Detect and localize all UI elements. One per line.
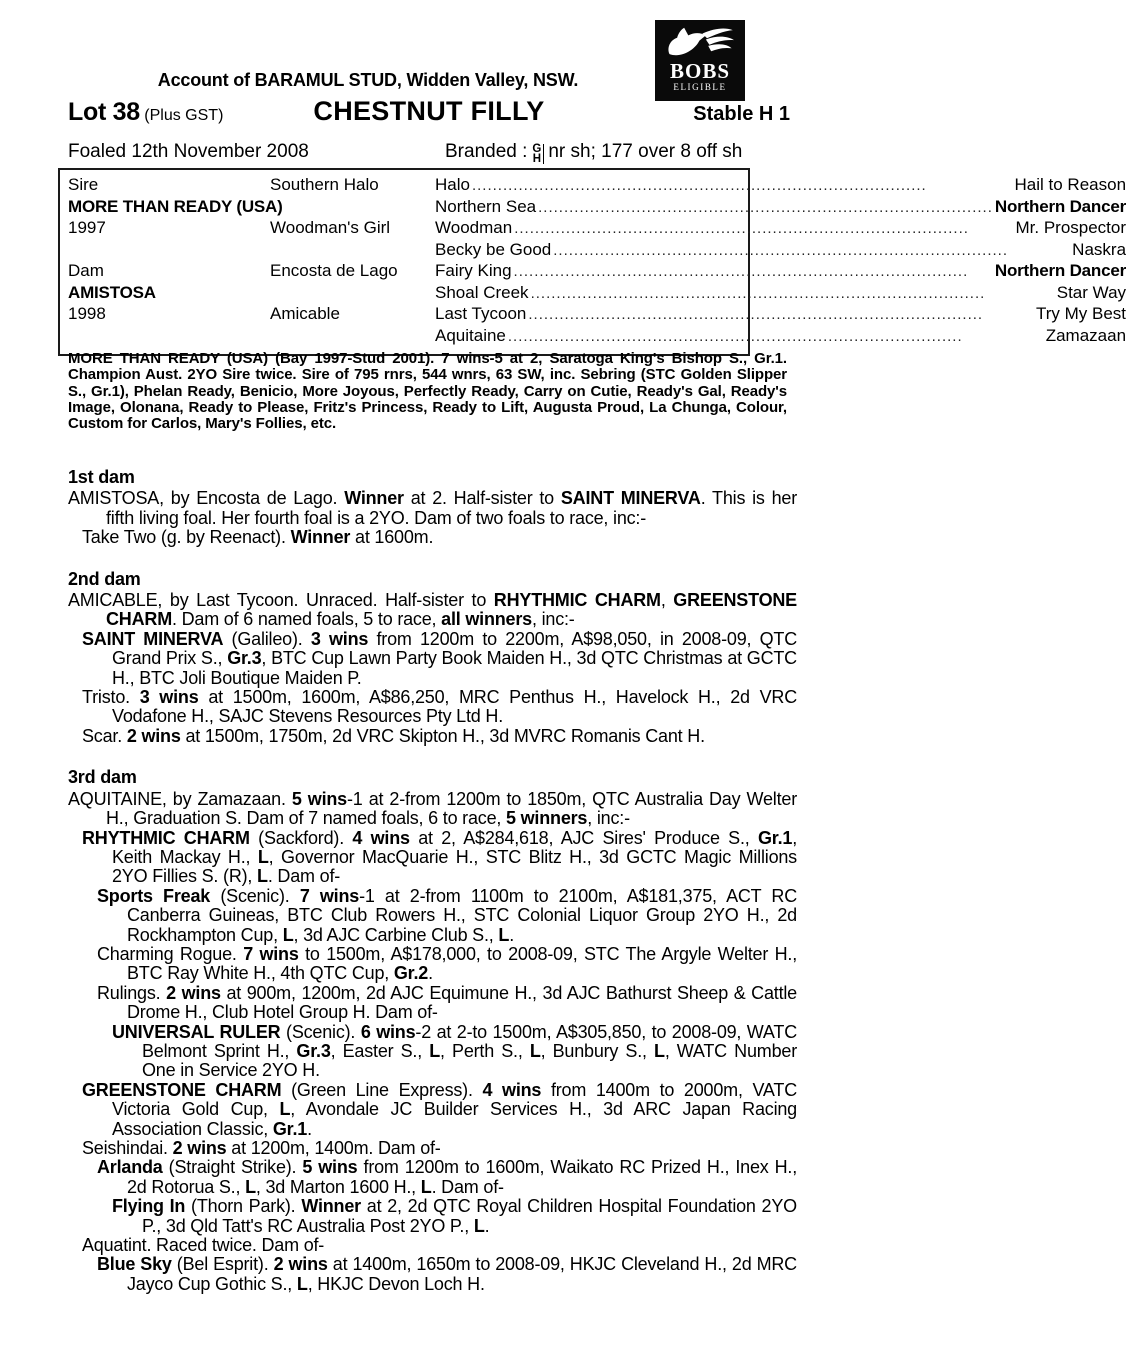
pedigree-leader-dots <box>553 240 1070 262</box>
pedigree-gen2-cell <box>270 283 435 305</box>
horse-head-icon <box>664 26 736 60</box>
pedigree-paragraph: Take Two (g. by Reenact). Winner at 1600m. <box>82 527 434 548</box>
pedigree-ancestor-name: Halo <box>435 175 470 194</box>
pedigree-leader-dots <box>472 175 1013 197</box>
pedigree-gen2-cell <box>270 197 435 219</box>
pedigree-paragraph: Scar. 2 wins at 1500m, 1750m, 2d VRC Skipton H., 3d MVRC Romanis Cant H. <box>82 725 705 746</box>
pedigree-paragraph: SAINT MINERVA (Galileo). 3 wins from 1200m to 2200m, A$98,050, in 2008-09, QTC Grand Prix S., Gr.3, BTC Cup Lawn Party Book Maiden H., 3d QTC Christmas at GCTC H., BTC Joli Boutique Maiden P. <box>82 628 798 688</box>
sire-summary: MORE THAN READY (USA) (Bay 1997-Stud 2001). 7 wins-5 at 2, Saratoga King's Bishop S., Gr.1. Champion Aust. 2YO Sire twice. Sire of 795 rnrs, 544 wnrs, 63 SW, inc. Sebring (STC Golden Slipper S., Gr.1), Phelan Ready, Benicio, More Joyous, Perfectly Ready, Carry on Cutie, Ready's Gal, Ready's Image, Olonana, Ready to Please, Fritz's Princess, Ready to Lift, Augusta Proud, La Chunga, Colour, Custom for Carlos, Mary's Follies, etc. <box>68 350 787 433</box>
pedigree-ancestor-name: Woodman <box>435 218 513 237</box>
pedigree-gen1-cell: 1997 <box>68 218 106 237</box>
pedigree-gen2-cell: Southern Halo <box>270 175 379 194</box>
pedigree-paragraph: Rulings. 2 wins at 900m, 1200m, 2d AJC Equimune H., 3d AJC Bathurst Sheep & Cattle Drome H., Club Hotel Group H. Dam of- <box>97 982 797 1023</box>
dam-sections <box>68 468 797 1294</box>
pedigree-gen1-cell <box>68 326 270 348</box>
pedigree-paragraph: Aquatint. Raced twice. Dam of- <box>82 1235 325 1256</box>
pedigree-ancestor-name: Northern Sea <box>435 196 537 216</box>
pedigree-gen1-cell: Dam <box>68 261 104 280</box>
pedigree-gen3-row <box>435 240 1126 262</box>
dam-section-heading: 3rd dam <box>68 767 137 788</box>
pedigree-gen3-row <box>435 283 1126 305</box>
pedigree-leader-dots <box>538 197 993 219</box>
bobs-logo-subtitle: ELIGIBLE <box>673 82 727 92</box>
brand-mark <box>532 144 544 164</box>
pedigree-paragraph: Seishindai. 2 wins at 1200m, 1400m. Dam of- <box>82 1138 441 1158</box>
pedigree-leader-dots <box>531 283 1055 305</box>
pedigree-ancestor-name: Shoal Creek <box>435 282 529 302</box>
stable-label: Stable H 1 <box>693 103 790 125</box>
pedigree-leader-dots <box>514 218 1013 240</box>
pedigree-ancestor-name: Last Tycoon <box>435 304 527 323</box>
dam-section-1 <box>68 468 797 548</box>
pedigree-paragraph: Arlanda (Straight Strike). 5 wins from 1200m to 1600m, Waikato RC Prized H., Inex H., 2d Rotorua S., L, 3d Marton 1600 H., L. Dam of- <box>97 1157 798 1197</box>
pedigree-gen2-cell <box>270 240 435 262</box>
pedigree-paragraph: RHYTHMIC CHARM (Sackford). 4 wins at 2, A$284,618, AJC Sires' Produce S., Gr.1, Keith Mackay H., L, Governor MacQuarie H., STC Blitz H., 3d GCTC Magic Millions 2YO Fillies S. (R), L. Dam of- <box>82 827 797 887</box>
pedigree-ancestor-name: Star Way <box>1056 282 1126 302</box>
pedigree-ancestor-name: Aquitaine <box>435 325 506 345</box>
pedigree-gen1-cell: Sire <box>68 175 99 194</box>
pedigree-gen2-cell <box>270 326 435 348</box>
branded-prefix: Branded : <box>445 141 528 162</box>
bobs-logo-title: BOBS <box>669 59 731 83</box>
foaled-date: Foaled 12th November 2008 <box>68 141 309 162</box>
pedigree-ancestor-name: Mr. Prospector <box>1015 218 1126 237</box>
pedigree-gen3-row <box>435 261 1126 283</box>
brand-mark-bottom: H <box>532 153 542 165</box>
pedigree-paragraph: Blue Sky (Bel Esprit). 2 wins at 1400m, 1650m to 2008-09, HKJC Cleveland H., 2d MRC Jayco Cup Gothic S., L, HKJC Devon Loch H. <box>97 1254 797 1294</box>
lot-label: Lot 38 <box>68 98 140 126</box>
pedigree-ancestor-name: Northern Dancer <box>994 261 1126 280</box>
pedigree-gen2-cell: Encosta de Lago <box>270 261 398 280</box>
pedigree-paragraph: Tristo. 3 wins at 1500m, 1600m, A$86,250, MRC Penthus H., Havelock H., 2d VRC Vodafone H., SAJC Stevens Resources Pty Ltd H. <box>82 687 797 727</box>
pedigree-gen2-cell: Woodman's Girl <box>270 218 391 237</box>
pedigree-paragraph: AQUITAINE, by Zamazaan. 5 wins-1 at 2-from 1200m to 1850m, QTC Australia Day Welter H., Graduation S. Dam of 7 named foals, 6 to race, 5 winners, inc:- <box>68 788 797 829</box>
pedigree-ancestor-name: Zamazaan <box>1045 325 1126 345</box>
branded-info <box>445 141 742 163</box>
pedigree-paragraph: GREENSTONE CHARM (Green Line Express). 4 wins from 1400m to 2000m, VATC Victoria Gold Cup, L, Avondale JC Builder Services H., 3d ARC Japan Racing Association Classic, Gr.1. <box>82 1079 797 1139</box>
pedigree-gen1-cell <box>68 240 270 262</box>
lot-line <box>68 95 790 131</box>
pedigree-ancestor-name: Becky be Good <box>435 239 552 259</box>
pedigree-paragraph: AMISTOSA, by Encosta de Lago. Winner at 2. Half-sister to SAINT MINERVA. This is her fifth living foal. Her fourth foal is a 2YO. Dam of two foals to race, inc:- <box>68 488 798 528</box>
pedigree-ancestor-name: Hail to Reason <box>1014 175 1126 194</box>
brand-mark-top: G <box>532 143 542 155</box>
foaled-line <box>68 131 790 167</box>
pedigree-gen1-cell: MORE THAN READY (USA) <box>68 196 283 216</box>
pedigree-ancestor-name: Naskra <box>1072 239 1126 259</box>
pedigree-gen3-row <box>435 304 1126 326</box>
pedigree-gen3-row <box>435 197 1126 219</box>
pedigree-paragraph: UNIVERSAL RULER (Scenic). 6 wins-2 at 2-to 1500m, A$305,850, to 2008-09, WATC Belmont Sprint H., Gr.3, Easter S., L, Perth S., L, Bunbury S., L, WATC Number One in Service 2YO H. <box>112 1021 797 1081</box>
dam-section-2 <box>68 570 797 747</box>
pedigree-gen3-row <box>435 326 1126 348</box>
pedigree-ancestor-name: Northern Dancer <box>994 196 1126 216</box>
pedigree-ancestor-name: Fairy King <box>435 261 512 280</box>
pedigree-gen3-row <box>435 218 1126 240</box>
dam-section-heading: 2nd dam <box>68 568 141 589</box>
pedigree-leader-dots <box>528 304 1034 326</box>
dam-section-3 <box>68 768 797 1294</box>
pedigree-paragraph: Flying In (Thorn Park). Winner at 2, 2d QTC Royal Children Hospital Foundation 2YO P., 3d Qld Tatt's RC Australia Post 2YO P., L. <box>112 1196 797 1236</box>
gst-note: (Plus GST) <box>144 107 224 124</box>
dam-section-heading: 1st dam <box>68 467 135 487</box>
pedigree-paragraph: AMICABLE, by Last Tycoon. Unraced. Half-sister to RHYTHMIC CHARM, GREENSTONE CHARM. Dam of 6 named foals, 5 to race, all winners, inc:- <box>68 590 797 630</box>
pedigree-paragraph: Charming Rogue. 7 wins to 1500m, A$178,000, to 2008-09, STC The Argyle Welter H., BTC Ray White H., 4th QTC Cup, Gr.2. <box>97 943 798 984</box>
pedigree-gen3-row <box>435 175 1126 197</box>
lot-number <box>68 98 223 127</box>
pedigree-leader-dots <box>514 261 993 283</box>
pedigree-table <box>58 168 1126 356</box>
pedigree-gen2-cell: Amicable <box>270 304 340 323</box>
pedigree-leader-dots <box>508 326 1044 348</box>
account-line: Account of BARAMUL STUD, Widden Valley, NSW. <box>157 70 579 90</box>
bobs-logo <box>655 20 745 101</box>
branded-suffix: nr sh; 177 over 8 off sh <box>548 141 743 162</box>
page-title: CHESTNUT FILLY <box>313 96 545 126</box>
pedigree-paragraph: Sports Freak (Scenic). 7 wins-1 at 2-from 1100m to 2100m, A$181,375, ACT RC Canberra Guineas, BTC Club Rowers H., STC Colonial Liquor Group 2YO H., 2d Rockhampton Cup, L, 3d AJC Carbine Club S., L. <box>97 885 797 945</box>
pedigree-gen1-cell: AMISTOSA <box>68 282 156 302</box>
pedigree-gen1-cell: 1998 <box>68 304 106 323</box>
pedigree-ancestor-name: Try My Best <box>1035 304 1126 323</box>
